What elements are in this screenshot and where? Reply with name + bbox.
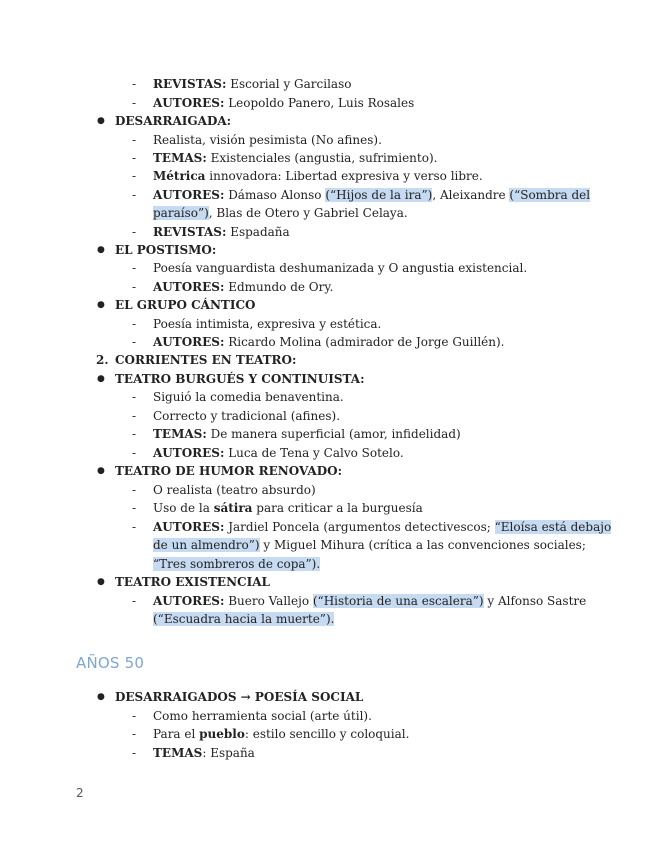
dash-bullet: - xyxy=(132,151,137,165)
line-text xyxy=(153,555,320,573)
text-line xyxy=(0,296,655,314)
text-line xyxy=(0,481,655,499)
bold-text: AUTORES: xyxy=(153,96,225,110)
dash-bullet: - xyxy=(132,727,137,741)
text-run: Dámaso Alonso xyxy=(224,188,326,202)
text-line xyxy=(0,149,655,167)
line-text xyxy=(153,131,382,149)
text-run: Jardiel Poncela (argumentos detectivescos; xyxy=(224,520,495,534)
text-run: y Miguel Mihura (crítica a las convenciones sociales; xyxy=(259,538,586,552)
text-run: Correcto y tradicional (afines). xyxy=(153,409,341,423)
bold-text: TEMAS: xyxy=(153,427,207,441)
line-text xyxy=(115,370,365,388)
text-run: innovadora: Libertad expresiva y verso libre. xyxy=(205,169,483,183)
text-line xyxy=(0,315,655,333)
text-run: , Aleixandre xyxy=(432,188,510,202)
dash-bullet: - xyxy=(132,520,137,534)
text-line xyxy=(0,707,655,725)
line-text xyxy=(153,167,483,185)
bold-text: AUTORES: xyxy=(153,280,225,294)
bold-text: Métrica xyxy=(153,169,206,183)
text-line xyxy=(0,462,655,480)
line-text xyxy=(153,481,316,499)
text-line xyxy=(0,370,655,388)
text-line xyxy=(0,425,655,443)
dash-bullet: - xyxy=(132,446,137,460)
text-run: : España xyxy=(202,746,255,760)
highlighted-text: paraíso”) xyxy=(153,206,209,220)
bold-text: sátira xyxy=(213,501,253,515)
text-line xyxy=(0,75,655,93)
bold-text: DESARRAIGADOS → POESÍA SOCIAL xyxy=(115,690,364,704)
dash-bullet: - xyxy=(132,96,137,110)
text-line xyxy=(0,573,655,591)
bold-text: CORRIENTES EN TEATRO: xyxy=(115,353,297,367)
bold-text: AUTORES: xyxy=(153,446,225,460)
dash-bullet: - xyxy=(132,746,137,760)
bold-text: TEATRO EXISTENCIAL xyxy=(115,575,270,589)
list-number: 2. xyxy=(96,353,109,367)
line-text xyxy=(153,94,414,112)
line-text xyxy=(153,499,423,517)
dash-bullet: - xyxy=(132,501,137,515)
bold-text: pueblo xyxy=(199,727,245,741)
text-line xyxy=(0,407,655,425)
bold-text: AUTORES: xyxy=(153,188,225,202)
text-run: De manera superficial (amor, infidelidad) xyxy=(206,427,461,441)
line-text xyxy=(153,388,344,406)
text-run: y Alfonso Sastre xyxy=(483,594,587,608)
bullet-dot: ● xyxy=(97,300,105,310)
dash-bullet: - xyxy=(132,169,137,183)
bold-text: AUTORES: xyxy=(153,335,225,349)
text-line xyxy=(0,204,655,222)
text-line xyxy=(0,333,655,351)
text-run: Luca de Tena y Calvo Sotelo. xyxy=(224,446,404,460)
text-line xyxy=(0,351,655,369)
bold-text: DESARRAIGADA: xyxy=(115,114,232,128)
highlighted-text: “Eloísa está debajo xyxy=(494,520,612,534)
line-text xyxy=(153,425,461,443)
text-run: Uso de la xyxy=(153,501,214,515)
text-run: Leopoldo Panero, Luis Rosales xyxy=(224,96,415,110)
bold-text: REVISTAS: xyxy=(153,225,227,239)
text-run: Buero Vallejo xyxy=(224,594,313,608)
dash-bullet: - xyxy=(132,427,137,441)
text-line xyxy=(0,167,655,185)
dash-bullet: - xyxy=(132,483,137,497)
line-text xyxy=(115,296,255,314)
line-text xyxy=(153,223,290,241)
line-text xyxy=(153,333,504,351)
line-text xyxy=(153,407,340,425)
text-line xyxy=(0,278,655,296)
highlighted-text: (“Historia de una escalera”) xyxy=(312,594,484,608)
line-text xyxy=(153,610,334,628)
highlighted-text: (“Escuadra hacia la muerte”). xyxy=(153,612,335,626)
dash-bullet: - xyxy=(132,225,137,239)
text-line xyxy=(0,259,655,277)
bold-text: EL POSTISMO: xyxy=(115,243,217,257)
dash-bullet: - xyxy=(132,188,137,202)
bold-text: TEATRO DE HUMOR RENOVADO: xyxy=(115,464,342,478)
text-run: Siguió la comedia benaventina. xyxy=(153,390,344,404)
bold-text: REVISTAS: xyxy=(153,77,227,91)
bullet-dot: ● xyxy=(97,374,105,384)
text-run: Escorial y Garcilaso xyxy=(226,77,352,91)
text-run: Edmundo de Ory. xyxy=(224,280,334,294)
dash-bullet: - xyxy=(132,280,137,294)
text-run: Existenciales (angustia, sufrimiento). xyxy=(206,151,438,165)
line-text xyxy=(153,149,437,167)
dash-bullet: - xyxy=(132,261,137,275)
line-text xyxy=(153,744,255,762)
page-number: 2 xyxy=(76,786,84,800)
text-run: Poesía vanguardista deshumanizada y O angustia existencial. xyxy=(153,261,528,275)
text-run: : estilo sencillo y coloquial. xyxy=(244,727,410,741)
highlighted-text: (“Sombra del xyxy=(509,188,591,202)
bold-text: AUTORES: xyxy=(153,520,225,534)
dash-bullet: - xyxy=(132,317,137,331)
line-text xyxy=(153,75,351,93)
line-text xyxy=(115,462,342,480)
text-run: Para el xyxy=(153,727,200,741)
line-text xyxy=(153,315,381,333)
text-line xyxy=(0,131,655,149)
line-text xyxy=(153,204,408,222)
text-line xyxy=(0,744,655,762)
text-line xyxy=(0,725,655,743)
line-text xyxy=(115,688,363,706)
line-text xyxy=(153,536,586,554)
text-line xyxy=(0,444,655,462)
line-text xyxy=(115,241,216,259)
highlighted-text: (“Hijos de la ira”) xyxy=(325,188,433,202)
bold-text: AUTORES: xyxy=(153,594,225,608)
text-line xyxy=(0,499,655,517)
line-text xyxy=(153,725,409,743)
dash-bullet: - xyxy=(132,133,137,147)
text-line xyxy=(0,610,655,628)
line-text xyxy=(115,112,231,130)
text-line xyxy=(0,536,655,554)
dash-bullet: - xyxy=(132,390,137,404)
text-line xyxy=(0,241,655,259)
text-line xyxy=(0,388,655,406)
bullet-dot: ● xyxy=(97,116,105,126)
bullet-dot: ● xyxy=(97,577,105,587)
text-run: O realista (teatro absurdo) xyxy=(153,483,316,497)
highlighted-text: “Tres sombreros de copa”). xyxy=(153,557,321,571)
text-line xyxy=(0,186,655,204)
text-line xyxy=(0,223,655,241)
text-run: para criticar a la burguesía xyxy=(252,501,423,515)
text-line xyxy=(0,518,655,536)
dash-bullet: - xyxy=(132,335,137,349)
line-text xyxy=(115,351,296,369)
bullet-dot: ● xyxy=(97,245,105,255)
dash-bullet: - xyxy=(132,709,137,723)
line-text xyxy=(153,707,372,725)
text-run: Como herramienta social (arte útil). xyxy=(153,709,372,723)
section-heading: AÑOS 50 xyxy=(76,654,145,672)
line-text xyxy=(153,259,527,277)
dash-bullet: - xyxy=(132,594,137,608)
highlighted-text: de un almendro”) xyxy=(153,538,260,552)
text-run: , Blas de Otero y Gabriel Celaya. xyxy=(208,206,408,220)
text-line xyxy=(0,592,655,610)
line-text xyxy=(115,573,270,591)
dash-bullet: - xyxy=(132,409,137,423)
line-text xyxy=(153,278,333,296)
bold-text: EL GRUPO CÁNTICO xyxy=(115,298,256,312)
bold-text: TEMAS xyxy=(153,746,203,760)
text-line xyxy=(0,688,655,706)
text-run: Realista, visión pesimista (No afines). xyxy=(153,133,382,147)
text-run: Poesía intimista, expresiva y estética. xyxy=(153,317,382,331)
bold-text: TEMAS: xyxy=(153,151,207,165)
dash-bullet: - xyxy=(132,77,137,91)
bold-text: TEATRO BURGUÉS Y CONTINUISTA: xyxy=(115,372,365,386)
line-text xyxy=(153,518,611,536)
line-text xyxy=(153,186,590,204)
text-run: Espadaña xyxy=(226,225,290,239)
bullet-dot: ● xyxy=(97,466,105,476)
text-line xyxy=(0,112,655,130)
line-text xyxy=(153,444,404,462)
line-text xyxy=(153,592,586,610)
text-run: Ricardo Molina (admirador de Jorge Guillén). xyxy=(224,335,505,349)
text-line xyxy=(0,94,655,112)
text-line xyxy=(0,555,655,573)
bullet-dot: ● xyxy=(97,692,105,702)
